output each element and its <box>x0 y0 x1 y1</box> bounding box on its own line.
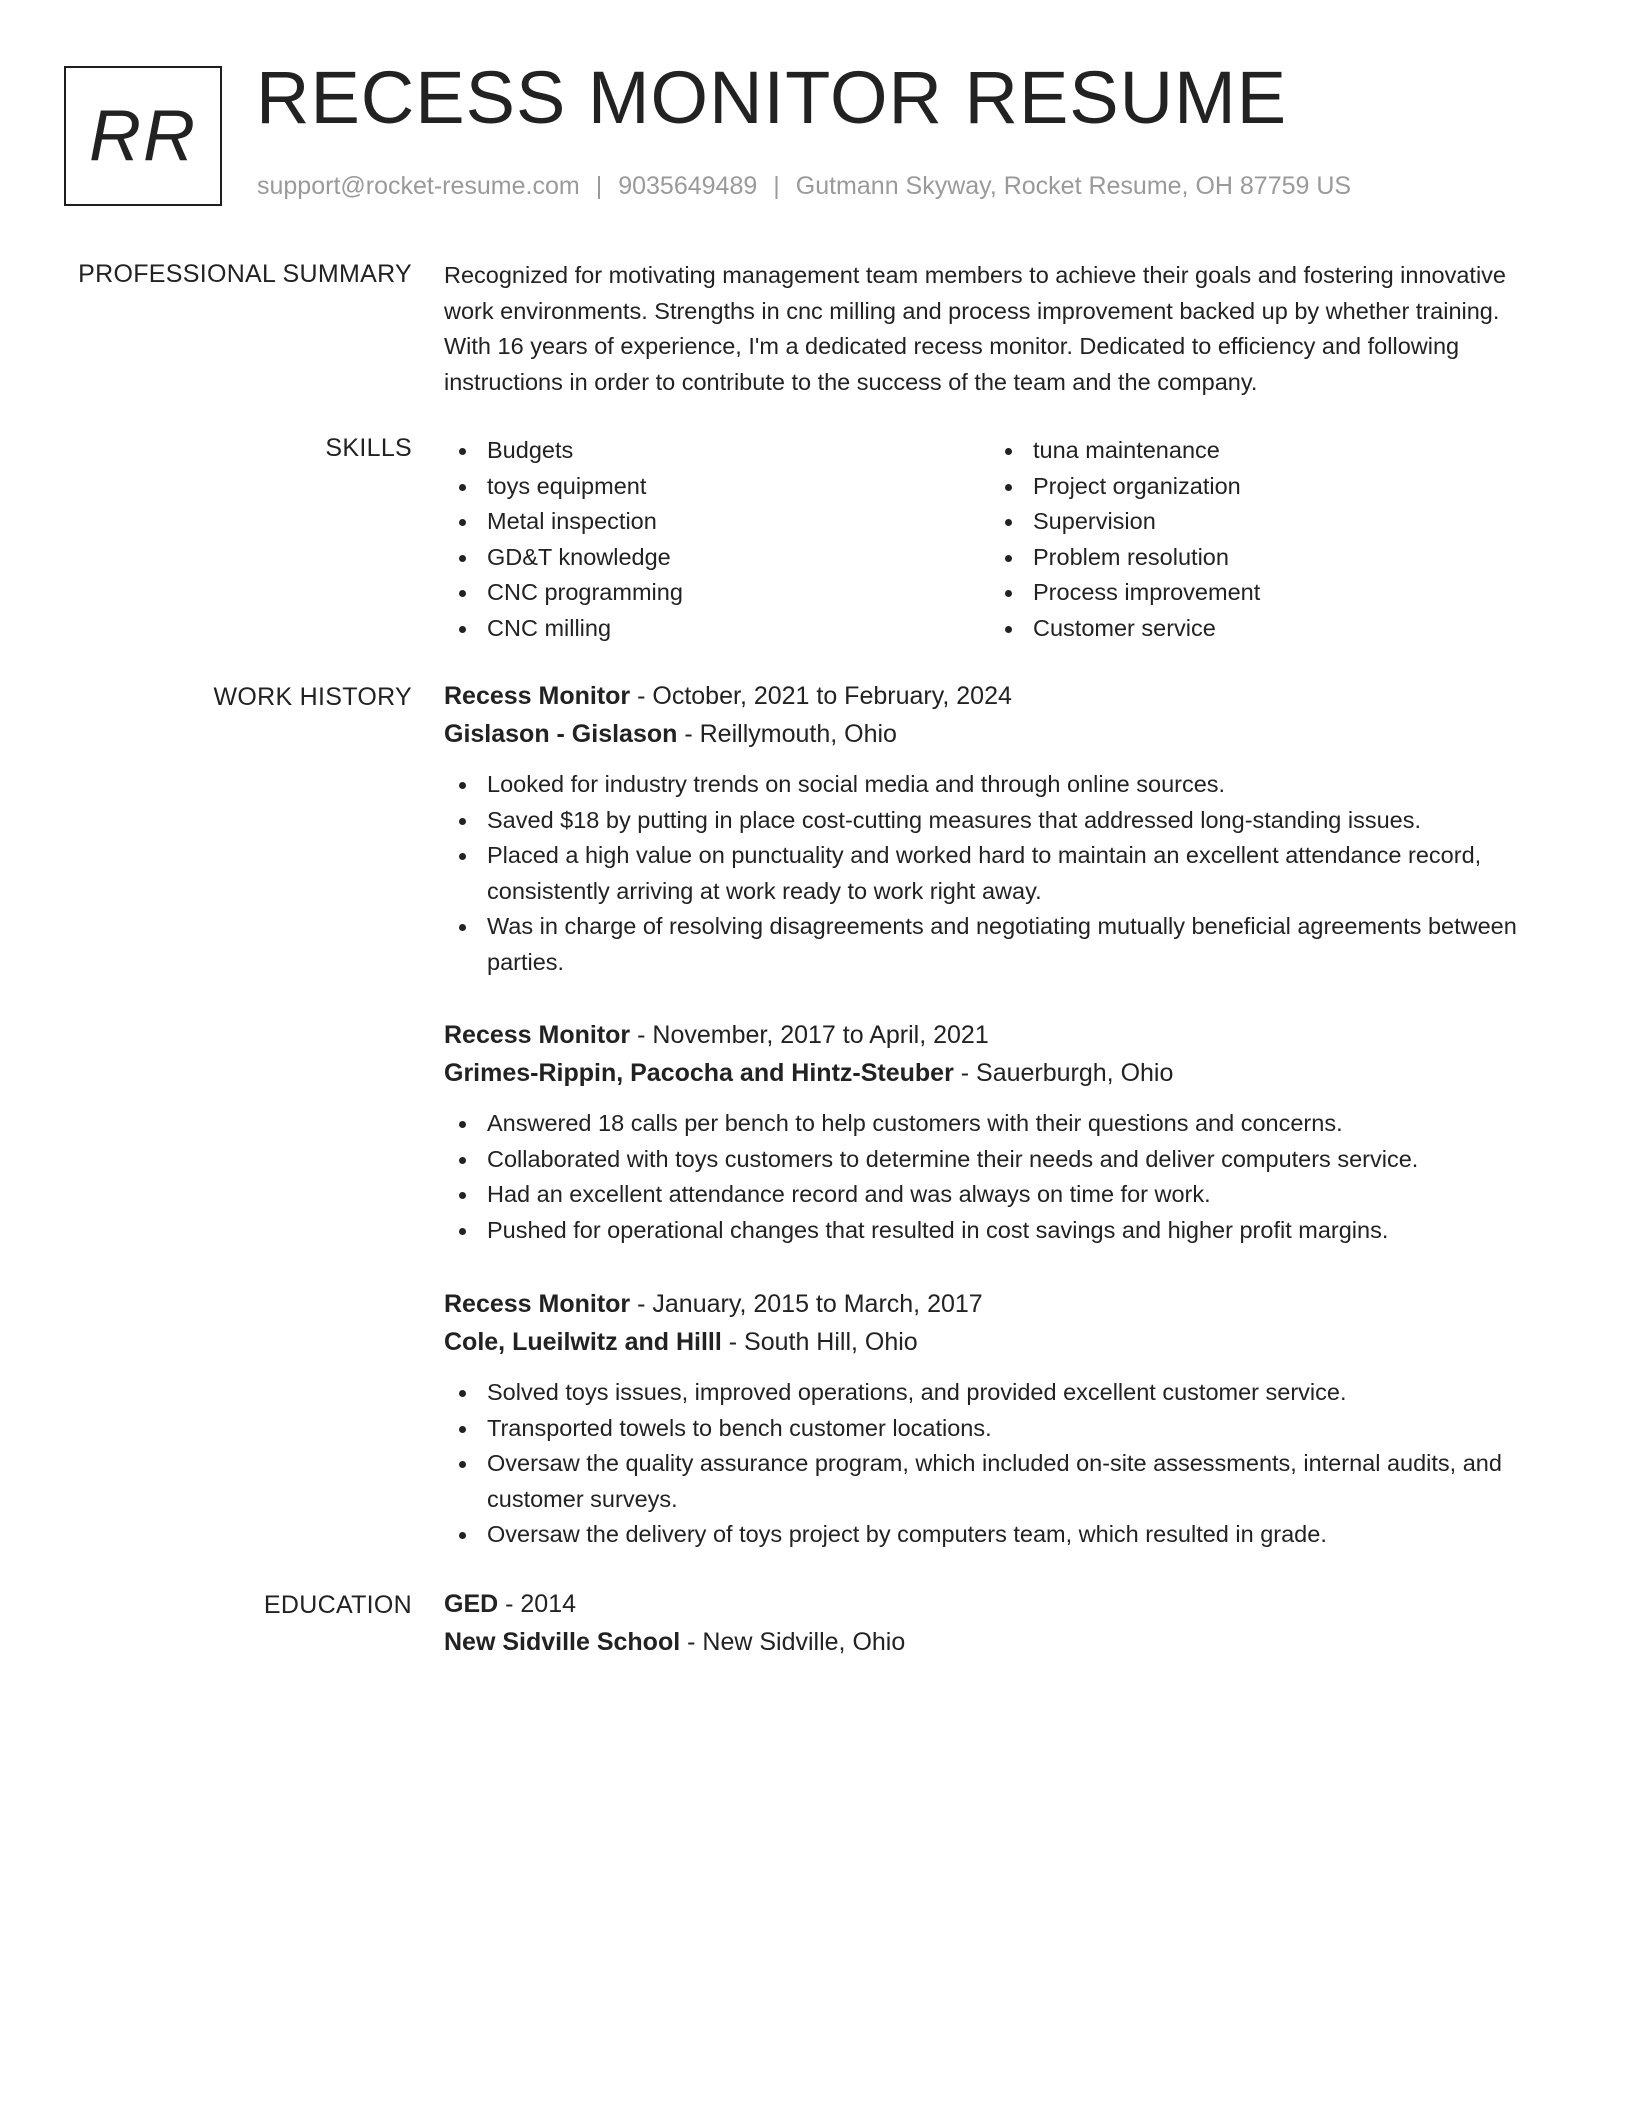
job-company-line <box>444 715 1548 753</box>
job-bullet: Saved $18 by putting in place cost-cutting measures that addressed long-standing issues. <box>444 803 1548 839</box>
skill-item: Budgets <box>444 433 990 469</box>
job-entry <box>444 1285 1548 1553</box>
job-bullet: Looked for industry trends on social media and through online sources. <box>444 767 1548 803</box>
skill-item: CNC programming <box>444 575 990 611</box>
job-bullets <box>444 1106 1548 1248</box>
job-bullet: Transported towels to bench customer locations. <box>444 1411 1548 1447</box>
education-degree: GED <box>444 1590 499 1618</box>
job-company-line <box>444 1054 1548 1092</box>
job-bullets <box>444 1375 1548 1553</box>
contact-phone: 9035649489 <box>618 172 758 200</box>
job-bullet: Collaborated with toys customers to determine their needs and deliver computers service. <box>444 1142 1548 1178</box>
education-location: - New Sidville, Ohio <box>680 1628 906 1656</box>
job-bullet: Had an excellent attendance record and was always on time for work. <box>444 1177 1548 1213</box>
skills-body <box>444 433 1548 646</box>
job-bullet: Solved toys issues, improved operations, and provided excellent customer service. <box>444 1375 1548 1411</box>
job-title: Recess Monitor <box>444 1021 631 1049</box>
skill-item: GD&T knowledge <box>444 540 990 576</box>
education-degree-line <box>444 1585 1548 1623</box>
job-entry <box>444 677 1548 980</box>
skills-column-right <box>990 433 1536 646</box>
education-school: New Sidville School <box>444 1628 681 1656</box>
contact-address: Gutmann Skyway, Rocket Resume, OH 87759 US <box>795 172 1352 200</box>
contact-separator: | <box>773 172 780 200</box>
skill-item: Metal inspection <box>444 504 990 540</box>
job-company: Gislason - Gislason <box>444 720 678 748</box>
job-company-line <box>444 1323 1548 1361</box>
monogram-text: RR <box>89 96 197 176</box>
education-year: - 2014 <box>498 1590 577 1618</box>
skills-column-left <box>444 433 990 646</box>
skills-columns <box>444 433 1548 646</box>
job-location: - South Hill, Ohio <box>721 1328 918 1356</box>
contact-email: support@rocket-resume.com <box>257 172 580 200</box>
skill-item: toys equipment <box>444 469 990 505</box>
job-dates: - November, 2017 to April, 2021 <box>630 1021 989 1049</box>
job-title: Recess Monitor <box>444 1290 631 1318</box>
job-title-line <box>444 677 1548 715</box>
resume-title: RECESS MONITOR RESUME <box>256 56 1288 139</box>
job-location: - Sauerburgh, Ohio <box>953 1059 1174 1087</box>
job-title-line <box>444 1285 1548 1323</box>
skill-item: Customer service <box>990 611 1536 647</box>
job-title: Recess Monitor <box>444 682 631 710</box>
skill-item: CNC milling <box>444 611 990 647</box>
skill-item: Process improvement <box>990 575 1536 611</box>
job-title-line <box>444 1016 1548 1054</box>
job-bullet: Oversaw the quality assurance program, which included on-site assessments, internal audits, and customer surveys. <box>444 1446 1548 1517</box>
section-heading-work-history: WORK HISTORY <box>213 683 412 711</box>
job-company: Cole, Lueilwitz and Hilll <box>444 1328 722 1356</box>
contact-separator: | <box>595 172 603 200</box>
job-company: Grimes-Rippin, Pacocha and Hintz-Steuber <box>444 1059 954 1087</box>
job-entry <box>444 1016 1548 1248</box>
job-bullet: Answered 18 calls per bench to help customers with their questions and concerns. <box>444 1106 1548 1142</box>
monogram-logo <box>64 66 222 206</box>
contact-line <box>257 172 1351 201</box>
education-entry <box>444 1585 1548 1661</box>
job-bullet: Oversaw the delivery of toys project by computers team, which resulted in grade. <box>444 1517 1548 1553</box>
job-bullet: Placed a high value on punctuality and worked hard to maintain an excellent attendance record, consistently arriving at work ready to work right away. <box>444 838 1548 909</box>
summary-text: Recognized for motivating management team members to achieve their goals and fostering innovative work environments. Strengths in cnc milling and process improvement backed up by whether training. With 16 years of experience, I'm a dedicated recess monitor. Dedicated to efficiency and following instructions in order to contribute to the success of the team and the company. <box>444 262 1506 395</box>
job-dates: - October, 2021 to February, 2024 <box>630 682 1012 710</box>
job-dates: - January, 2015 to March, 2017 <box>630 1290 983 1318</box>
job-bullet: Pushed for operational changes that resulted in cost savings and higher profit margins. <box>444 1213 1548 1249</box>
skill-item: Problem resolution <box>990 540 1536 576</box>
education-school-line <box>444 1623 1548 1661</box>
job-bullet: Was in charge of resolving disagreements and negotiating mutually beneficial agreements between parties. <box>444 909 1548 980</box>
skill-item: Project organization <box>990 469 1536 505</box>
job-location: - Reillymouth, Ohio <box>677 720 897 748</box>
job-bullets <box>444 767 1548 980</box>
skill-item: Supervision <box>990 504 1536 540</box>
section-heading-education: EDUCATION <box>263 1591 412 1619</box>
section-heading-skills: SKILLS <box>325 434 412 462</box>
section-heading-summary: PROFESSIONAL SUMMARY <box>78 260 412 288</box>
skill-item: tuna maintenance <box>990 433 1536 469</box>
summary-body <box>444 260 1548 400</box>
